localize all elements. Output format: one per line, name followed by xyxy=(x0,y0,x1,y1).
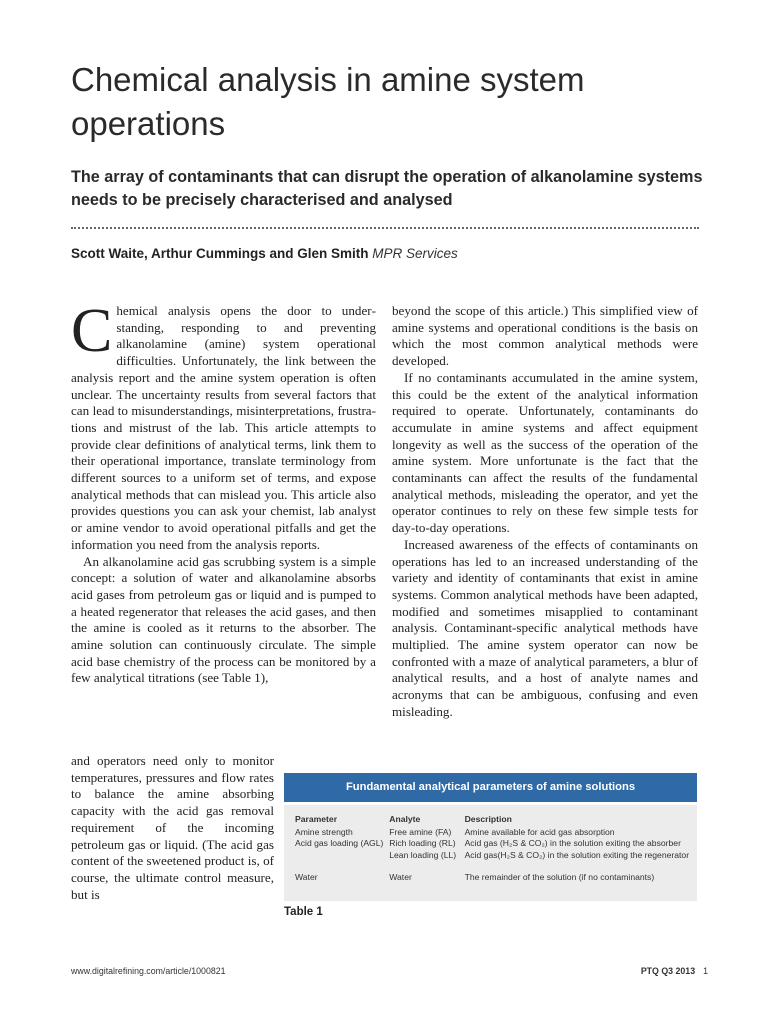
table-spacer xyxy=(295,861,697,872)
paragraph-3: beyond the scope of this article.) This simplified view of amine systems and operational conditions is the basis on which the most common analytical methods were developed. xyxy=(392,303,698,369)
cell-parameter: Acid gas loading (AGL) xyxy=(295,838,384,849)
page-number: 1 xyxy=(703,966,708,976)
cell-description: Acid gas (H₂S & CO₂) in the solution exiting the absorber xyxy=(464,838,681,849)
paragraph-2: An alkanolamine acid gas scrubbing system is a simple concept: a solution of water and alkanolamine absorbs acid gases from petroleum gas or liquid and is pumped to a heated regenerator that releases the acid gases, and then the amine is cooled as it returns to the absorber. The amine solution can continuously circulate. The simple acid base chemistry of the process can be monitored by a few analytical titrations (see Table 1), xyxy=(71,553,376,686)
dotted-divider xyxy=(71,227,699,229)
authors: Scott Waite, Arthur Cummings and Glen Smith xyxy=(71,246,369,261)
header-analyte: Analyte xyxy=(389,814,421,824)
table-row xyxy=(295,827,697,839)
header-description: Description xyxy=(464,814,512,824)
byline xyxy=(71,245,699,263)
table-row xyxy=(295,850,697,862)
table-title: Fundamental analytical parameters of amine solutions xyxy=(284,773,697,802)
header-parameter: Parameter xyxy=(295,814,338,824)
cell-description: The remainder of the solution (if no contaminants) xyxy=(464,872,655,883)
table-body xyxy=(284,805,697,901)
column-left-top xyxy=(71,297,376,687)
paragraph-5: Increased awareness of the effects of contaminants on operations has led to an increased understanding of the variety and identity of contaminants that exist in amine systems. Common analytical methods have been adapted, modified and sometimes misapplied to contaminant analysis. Contaminant-specific analytical methods have multiplied. The amine system operator can now be confronted with a maze of analytical parameters, a blur of analytical results, and a host of analyte names and acronyms that can be ambiguous, confusing and even misleading. xyxy=(392,536,698,719)
table-1 xyxy=(284,773,697,901)
table-caption: Table 1 xyxy=(284,906,323,918)
cell-analyte: Lean loading (LL) xyxy=(389,849,457,860)
table-row xyxy=(295,838,697,850)
column-left-bottom xyxy=(71,753,274,903)
table-row xyxy=(295,872,697,884)
cell-parameter xyxy=(295,850,389,862)
cell-description: Acid gas(H₂S & CO₂) in the solution exiting the regenerator xyxy=(464,849,690,860)
paragraph-2-continued: and operators need only to monitor temperatures, pressures and flow rates to balance the amine absorbing capacity with the acid gas removal requirement of the incoming petroleum gas or liquid. (The acid gas content of the sweetened product is, of course, the ultimate control measure, but is xyxy=(71,753,274,902)
footer-issue-page xyxy=(641,966,708,976)
issue-label: PTQ Q3 2013 xyxy=(640,966,696,976)
cell-analyte: Water xyxy=(389,872,412,883)
cell-analyte: Rich loading (RL) xyxy=(389,838,456,849)
paragraph-4: If no contaminants accumulated in the amine system, this could be the extent of the analytical information required to operate. Unfortunately, contaminants do accumulate in amine systems and affect equipment longevity as well as the success of the operation of the amine system. More unfortunate is the fact that the contaminants can affect the results of the fundamental analytical methods, misleading the operator, and yet the operator continues to rely on these few simple tests for day-to-day operations. xyxy=(392,369,698,536)
organization: MPR Services xyxy=(372,246,458,261)
footer-url: www.digitalrefining.com/article/1000821 xyxy=(71,966,226,976)
cell-parameter: Amine strength xyxy=(295,826,353,837)
paragraph-1 xyxy=(71,297,376,554)
cell-analyte: Free amine (FA) xyxy=(389,826,452,837)
parameters-table xyxy=(295,814,697,884)
article-subtitle: The array of contaminants that can disrupt the operation of alkanolamine systems needs to be precisely characterised and analysed xyxy=(71,168,703,209)
cell-description: Amine available for acid gas absorption xyxy=(464,826,615,837)
column-right xyxy=(392,303,698,721)
drop-cap: C xyxy=(71,297,113,365)
article-title: Chemical analysis in amine system operations xyxy=(71,61,585,142)
table-header-row xyxy=(295,814,697,827)
paragraph-1-text: hemical analysis opens the door to understanding, responding to and preventing alkanolamine (amine) system operational difficulties. Unfortunately, the link between the analysis report and the amine system operation is often unclear. The uncertainty results from several factors that can lead to misunderstandings, misinterpretations, frustrations and mistrust of the lab. This article attempts to provide clear definitions of analytical terms, link them to their operational importance, translate terminology from different sources to a uniform set of terms, and expose analytical methods that can mislead you. This article also provides questions you can ask your chemist, lab analyst or amine vendor to avoid operational pitfalls and get the information you need from the analysis reports. xyxy=(71,303,376,552)
cell-parameter: Water xyxy=(295,872,318,883)
